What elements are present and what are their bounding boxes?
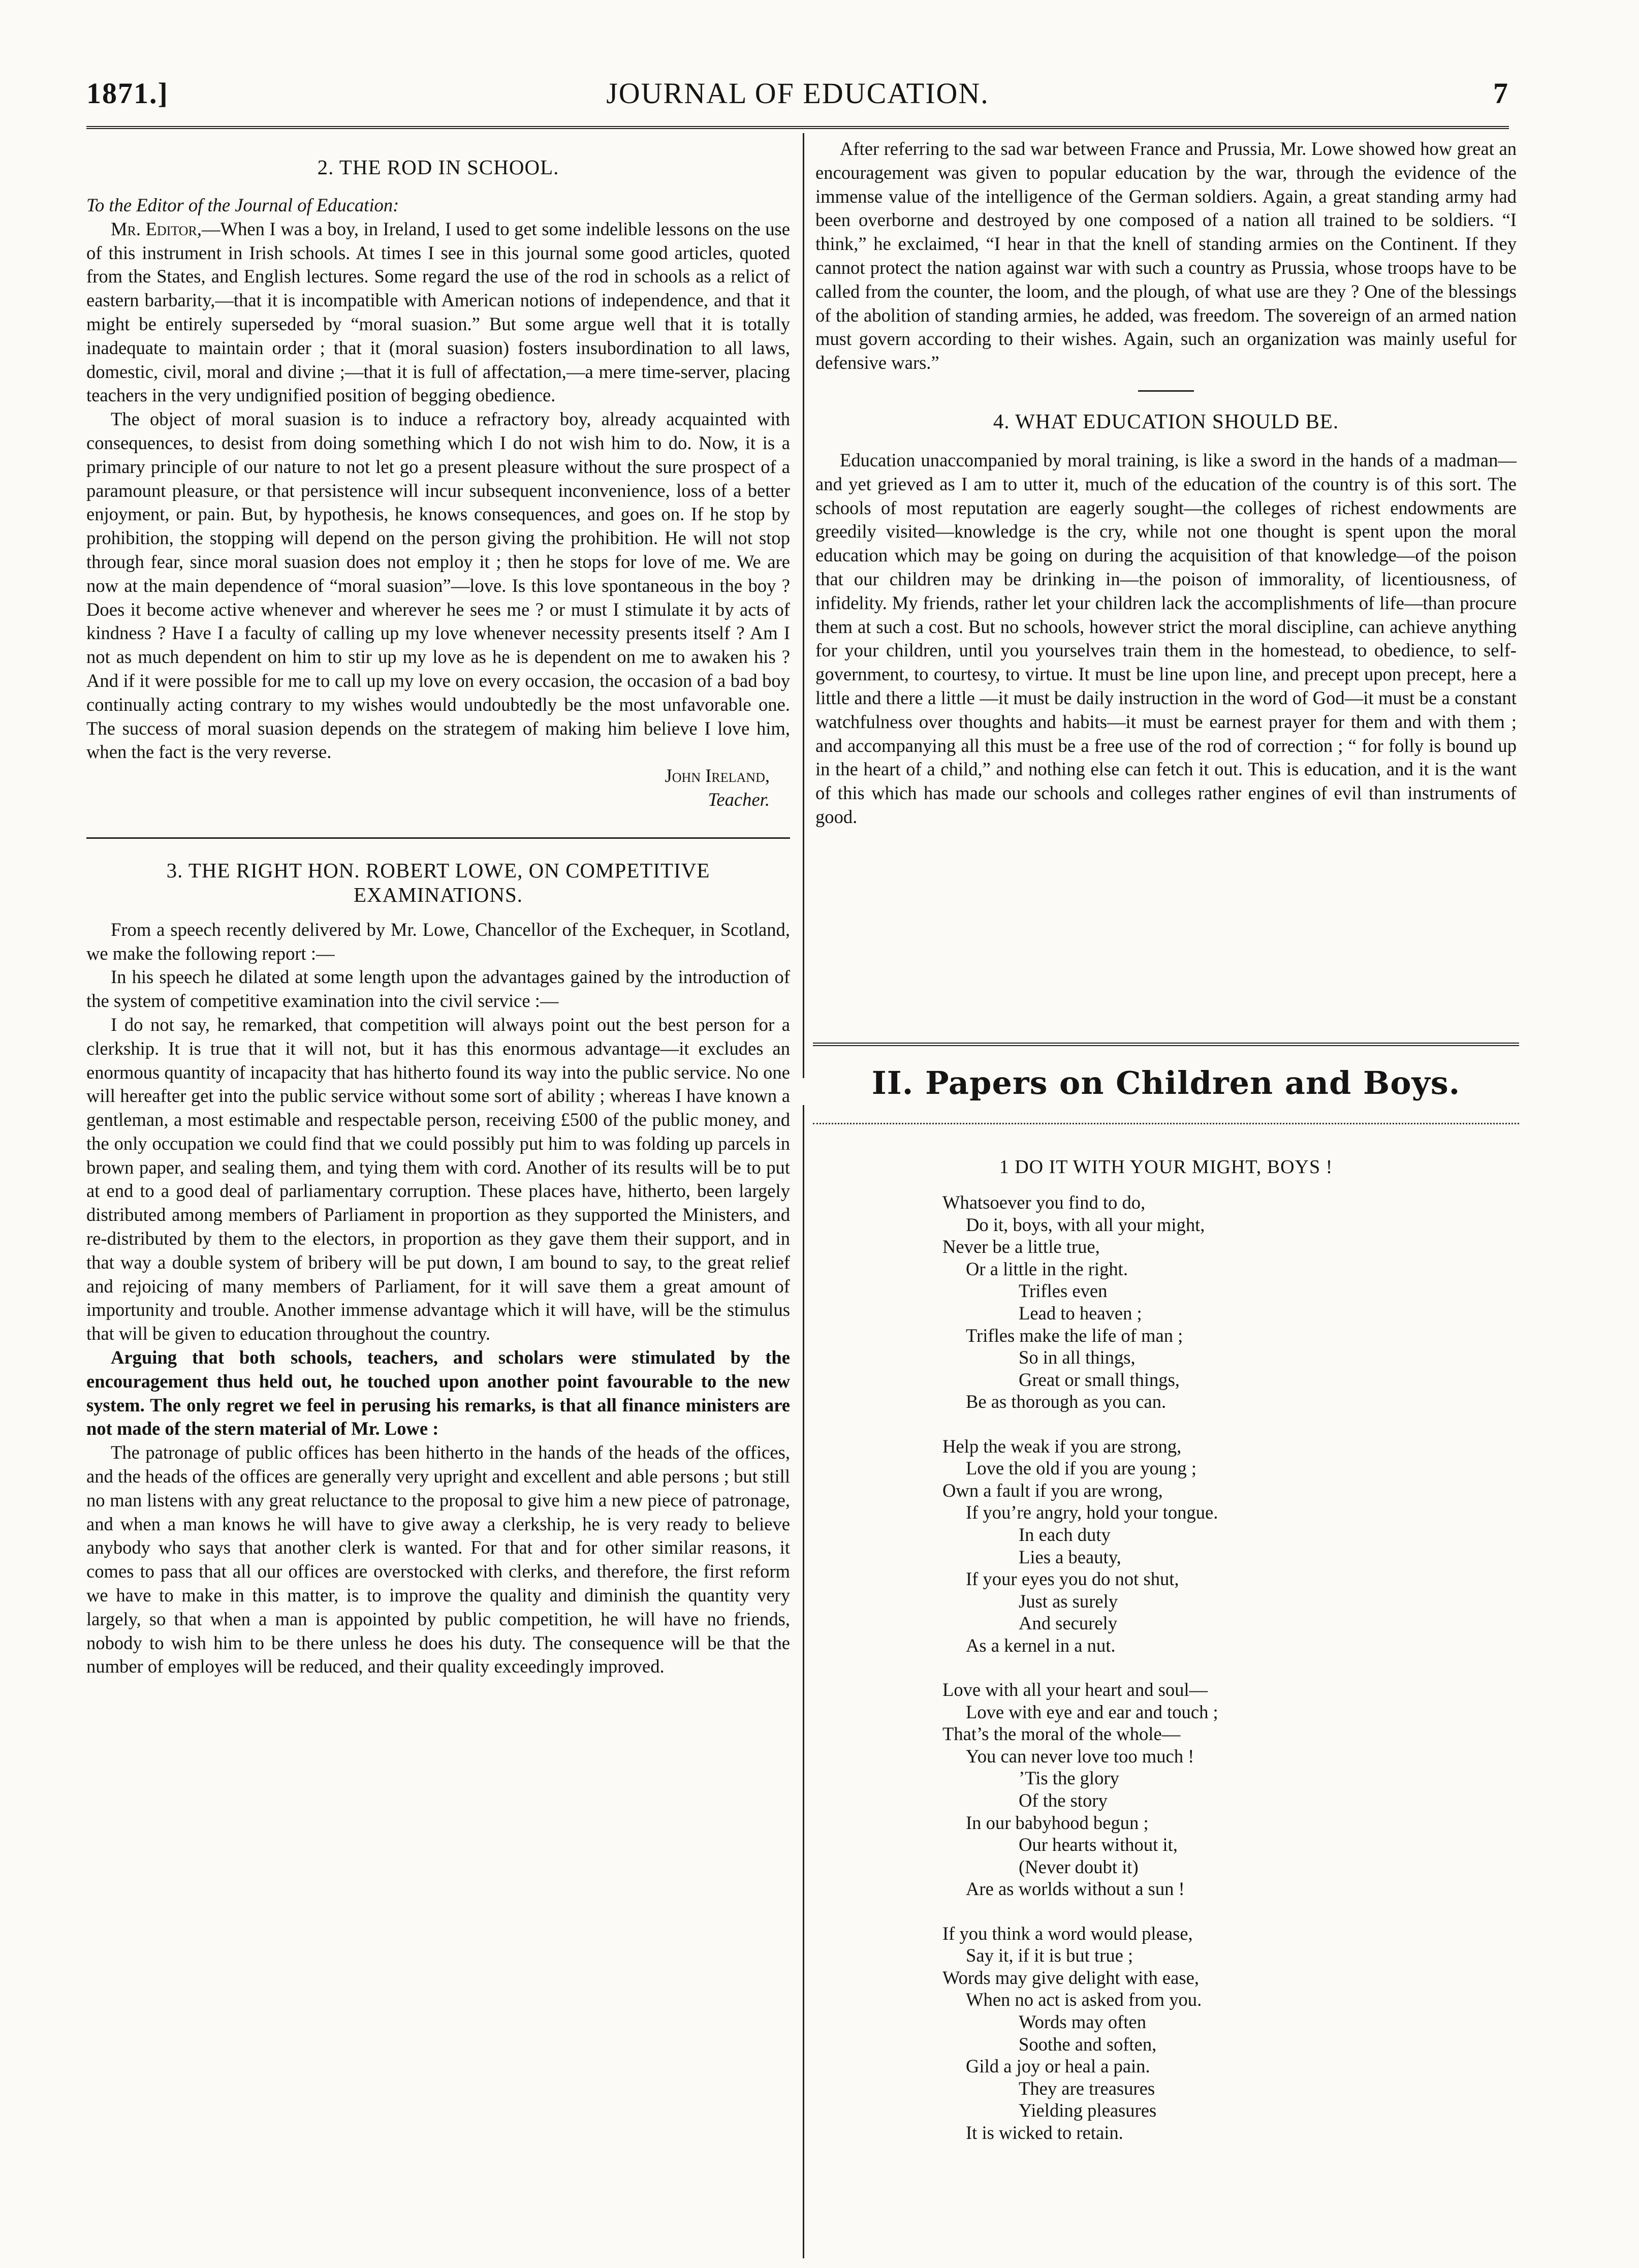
column-divider [803,133,804,1078]
poem-stanza-2 [942,1435,1218,1657]
poem-line: In our babyhood begun ; [966,1812,1149,1833]
short-divider [1138,390,1194,392]
poem-line: In each duty [1019,1524,1111,1545]
journal-title: JOURNAL OF EDUCATION. [606,77,989,110]
rod-signature-role: Teacher. [708,789,770,810]
poem-line: Or a little in the right. [966,1258,1128,1279]
page-number: 7 [1493,77,1509,110]
poem-stanza-1 [942,1191,1218,1413]
article-title-rod: 2. THE ROD IN SCHOOL. [317,155,559,179]
poem-line: Are as worlds without a sun ! [966,1878,1185,1900]
poem-line: If you’re angry, hold your tongue. [966,1502,1218,1523]
column-divider-lower [803,1105,804,2258]
poem-line: Whatsoever you find to do, [942,1192,1146,1213]
poem-stanza-3 [942,1679,1218,1900]
poem-line: Help the weak if you are strong, [942,1435,1182,1457]
article-title-lowe: 3. THE RIGHT HON. ROBERT LOWE, ON COMPETITIVE EXAMINATIONS. [166,858,710,906]
rod-paragraph-1-text: —When I was a boy, in Ireland, I used to get some indelible lessons on the use of this instrument in Irish schools. At times I see in this journal some good articles, quoted from the States, and English lectures. Some regard the use of the rod in schools as a relict of eastern barbarity,—that it is incompatible with American notions of independence, and that it might be entirely superseded by “moral suasion.” But some argue well that it is totally inadequate to maintain order ; that it (moral suasion) fosters insubordination to all laws, domestic, civil, moral and divine ;—that it is full of affectation,—a mere time-server, placing teachers in the very undignified position of begging obedience. [86,218,791,406]
poem-line: Own a fault if you are wrong, [942,1479,1163,1501]
lowe-paragraph-3: I do not say, he remarked, that competition will always point out the best person for a clerkship. It is true that it will not, but it has this enormous advantage—it excludes an enormous quantity of incapacity that has hitherto found its way into the public service. No one will hereafter get into the public service without some sort of ability ; whereas I have known a gentleman, a most estimable and respectable person, receiving £500 of the public money, and the only occupation we could find that we could possibly put him to was folding up parcels in brown paper, and sealing them, and tying them with cord. Another of its results will be to put at end to a good deal of parliamentary corruption. These places have, hitherto, been largely distributed among members of Parliament in proportion as they supported the Ministers, and re-distributed by them to the electors, in proportion as they gave them their support, and in that way a double system of bribery will be put down, I am bound to say, to the great relief and rejoicing of many members of Parliament, for it will save them a great amount of importunity and trouble. Another immense advantage which it will have, will be the stimulus that will be given to education throughout the country. [86,1014,790,1344]
poem-line: If you think a word would please, [942,1923,1193,1944]
poem [942,1191,1218,2166]
poem-line: Words may give delight with ease, [942,1967,1199,1988]
poem-line: As a kernel in a nut. [966,1634,1116,1656]
wavy-rule [813,1118,1519,1124]
poem-line: They are treasures [1019,2077,1155,2099]
header-rule [86,126,1509,129]
poem-line: Trifles make the life of man ; [966,1325,1183,1346]
header-year: 1871.] [86,77,169,110]
poem-line: If your eyes you do not shut, [966,1568,1179,1590]
poem-line: Trifles even [1019,1280,1108,1302]
rod-salutation: Mr. Editor, [111,218,202,239]
poem-line: That’s the moral of the whole— [942,1723,1181,1745]
poem-line: Soothe and soften, [1019,2033,1157,2055]
poem-line: Great or small things, [1019,1369,1180,1390]
lowe-paragraph-2: In his speech he dilated at some length upon the advantages gained by the introduction of the system of competitive examination into the civil service :— [86,966,790,1012]
poem-line: Words may often [1019,2011,1147,2032]
poem-line: It is wicked to retain. [966,2122,1123,2143]
lowe-paragraph-4: Arguing that both schools, teachers, and scholars were stimulated by the encouragement thus held out, he touched upon another point favourable to the new system. The only regret we feel in perusing his remarks, is that all finance ministers are not made of the stern material of Mr. Lowe : [86,1347,790,1439]
poem-stanza-4 [942,1923,1218,2144]
article-title-education: 4. WHAT EDUCATION SHOULD BE. [993,409,1339,433]
poem-line: Lies a beauty, [1019,1546,1121,1567]
poem-line: Just as surely [1019,1590,1118,1612]
education-paragraph: Education unaccompanied by moral training, is like a sword in the hands of a madman—and yet grieved as I am to utter it, much of the education of the country is of this sort. The schools of most reputation are eagerly sought—the colleges of richest endowments are greedily visited—knowledge is the cry, while not one thought is spent upon the moral education which may be going on during the acquisition of that knowledge—of the poison that our children may be drinking in—the poison of immorality, of licentiousness, of infidelity. My friends, rather let your children lack the accomplishments of life—than procure them at such a cost. But no schools, however strict the moral discipline, can achieve anything for your children, until you yourselves train them in the homestead, to obedience, to self-government, to courtesy, to virtue. It must be line upon line, and precept upon precept, here a little and there a little —it must be daily instruction in the word of God—it must be a constant watchfulness over thoughts and habits—it must be earnest prayer for them and with them ; and accompanying all this must be a free use of the rod of correction ; “ for folly is bound up in the heart of a child,” and nothing else can fetch it out. This is education, and it is the want of this which has made our schools and colleges rather engines of evil than instruments of good. [815,449,1517,827]
poem-line: (Never doubt it) [1019,1856,1139,1877]
poem-line: Love the old if you are young ; [966,1458,1197,1479]
poem-line: When no act is asked from you. [966,1989,1202,2010]
section-separator [813,1043,1519,1046]
poem-line: Love with all your heart and soul— [942,1679,1208,1700]
poem-line: Love with eye and ear and touch ; [966,1701,1218,1722]
rod-addressee: To the Editor of the Journal of Education: [86,195,399,215]
poem-line: ’Tis the glory [1019,1768,1119,1789]
poem-line: Be as thorough as you can. [966,1391,1167,1412]
section-divider [86,837,790,839]
poem-line: Yielding pleasures [1019,2100,1157,2121]
poem-line: You can never love too much ! [966,1745,1194,1767]
lowe-paragraph-1: From a speech recently delivered by Mr. Lowe, Chancellor of the Exchequer, in Scotland, we make the following report :— [86,919,790,964]
right-column [815,137,1517,829]
poem-line: So in all things, [1019,1347,1136,1368]
poem-line: Of the story [1019,1790,1108,1811]
poem-line: And securely [1019,1613,1117,1634]
lowe-continued-paragraph: After referring to the sad war between France and Prussia, Mr. Lowe showed how great an encouragement was given to popular education by the war, through the evidence of the immense value of the intelligence of the German soldiers. Again, a great standing army had been overborne and destroyed by one composed of a nation all trained to be soldiers. “I think,” he exclaimed, “I hear in that the knell of standing armies on the Continent. If they cannot protect the nation against war with such a country as Prussia, whose troops have to be called from the counter, the loom, and the plough, of what use are they ? One of the blessings of the abolition of standing armies, he added, was freedom. The sovereign of an armed nation must govern according to their wishes. Again, such an organization was mainly useful for defensive wars.” [815,138,1517,373]
section-heading-box [813,1064,1519,1101]
rod-paragraph-2: The object of moral suasion is to induce a refractory boy, already acquainted with consequences, to desist from doing something which I do not wish him to do. Now, it is a primary principle of our nature to not let go a present pleasure without the sure prospect of a paramount pleasure, or that persistence will incur subsequent inconvenience, loss of a better enjoyment, or pain. But, by hypothesis, he knows consequences, and goes on. If he stop by prohibition, the stopping will depend on the person giving the prohibition. He will not stop through fear, since moral suasion does not employ it ; then he stops for love of me. We are now at the main dependence of “moral suasion”—love. Is this love spontaneous in the boy ? Does it become active whenever and wherever he sees me ? or must I stimulate it by acts of kindness ? Have I a faculty of calling up my love whenever necessity presents itself ? Am I not as much dependent on him to stir up my love as he is dependent on me to awaken his ? And if it were possible for me to call up my love on every occasion, the occasion of a bad boy continually acting contrary to my wishes would undoubtedly be the most unfavorable one. The success of moral suasion depends on the strategem of making him believe I love him, when the fact is the very reverse. [86,408,790,763]
rod-signature: John Ireland, [665,765,770,786]
poem-line: Never be a little true, [942,1236,1100,1257]
poem-title: 1 DO IT WITH YOUR MIGHT, BOYS ! [999,1156,1333,1178]
poem-line: Do it, boys, with all your might, [966,1214,1205,1235]
poem-line: Our hearts without it, [1019,1834,1178,1855]
section-heading: II. Papers on Children and Boys. [871,1064,1461,1101]
rod-paragraph-1 [86,217,790,407]
lowe-paragraph-5: The patronage of public offices has been hitherto in the hands of the heads of the offices, and the heads of the offices are generally very upright and excellent and able persons ; but still no man listens with any great reluctance to the proposal to give him a new piece of patronage, and when a man knows he will have to give away a clerkship, he is very ready to believe anybody who says that another clerk is wanted. For that and for other similar reasons, it comes to pass that all our offices are overstocked with clerks, and therefore, the first reform we have to make in this matter, is to improve the quality and diminish the quantity very largely, so that when a man is appointed by public competition, he will have no friends, nobody to wish him to be there unless he does his duty. The consequence will be that the number of employes will be reduced, and their quality exceedingly improved. [86,1442,790,1677]
poem-line: Gild a joy or heal a pain. [966,2056,1150,2077]
running-header [86,76,1509,117]
poem-line: Say it, if it is but true ; [966,1945,1133,1966]
poem-line: Lead to heaven ; [1019,1302,1142,1324]
left-column [86,155,790,1679]
